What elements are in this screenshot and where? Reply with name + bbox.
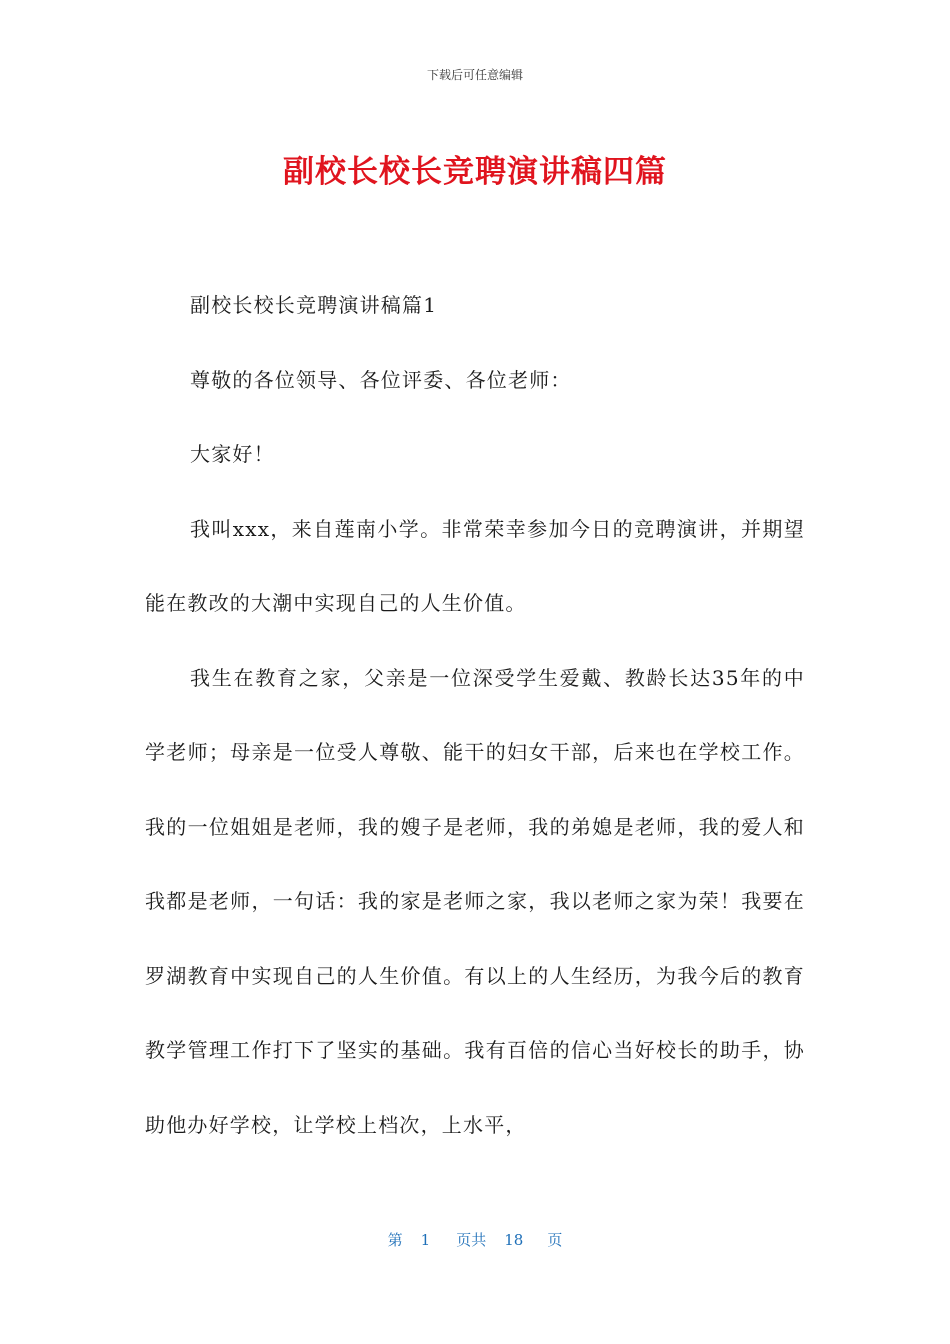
footer-prefix: 第 bbox=[387, 1231, 403, 1249]
body-paragraph: 我叫xxx，来自莲南小学。非常荣幸参加今日的竞聘演讲，并期望能在教改的大潮中实现自己的人生价值。 bbox=[145, 516, 805, 615]
greeting: 大家好！ bbox=[190, 442, 275, 466]
body-paragraph: 我生在教育之家，父亲是一位深受学生爱戴、教龄长达35年的中学老师；母亲是一位受人尊敬、能干的妇女干部，后来也在学校工作。我的一位姐姐是老师，我的嫂子是老师，我的弟媳是老师，我的爱人和我都是老师，一句话：我的家是老师之家，我以老师之家为荣！我要在罗湖教育中实现自己的人生价值。有以上的人生经历，为我今后的教育教学管理工作打下了坚实的基础。我有百倍的信心当好校长的助手，协助他办好学校，让学校上档次，上水平， bbox=[145, 665, 805, 1137]
footer-mid: 页共 bbox=[456, 1231, 487, 1249]
current-page-number: 1 bbox=[420, 1231, 431, 1249]
document-title: 副校长校长竞聘演讲稿四篇 bbox=[283, 154, 667, 190]
header-note: 下载后可任意编辑 bbox=[426, 68, 523, 82]
total-pages-number: 18 bbox=[504, 1231, 524, 1249]
page-footer bbox=[0, 1229, 950, 1250]
document-body bbox=[145, 268, 805, 1162]
section-heading: 副校长校长竞聘演讲稿篇1 bbox=[190, 293, 438, 317]
footer-suffix: 页 bbox=[547, 1231, 563, 1249]
salutation: 尊敬的各位领导、各位评委、各位老师： bbox=[190, 367, 572, 392]
